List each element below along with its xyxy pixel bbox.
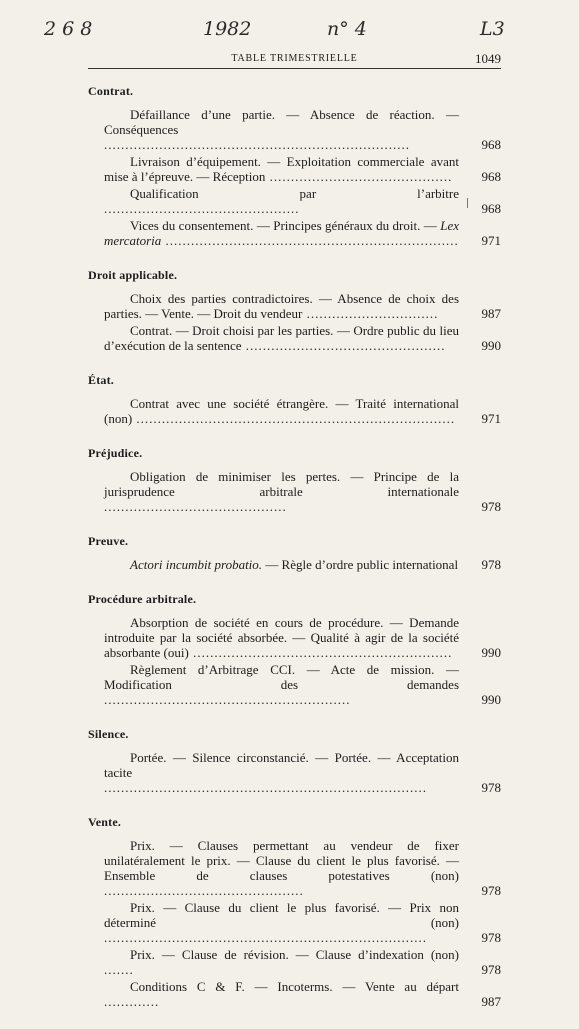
section-heading: Droit applicable.: [88, 268, 178, 282]
index-entry: [104, 979, 501, 1009]
entry-dots: ...............................: [302, 306, 439, 321]
index-entry: [104, 291, 501, 321]
entry-page-number: 990: [481, 338, 501, 353]
handwritten-note-code: L3: [480, 18, 505, 40]
entry-page-number: 968: [481, 169, 501, 184]
entry-dots: .............: [104, 994, 160, 1009]
entry-dots: ...........................................................................: [132, 411, 456, 426]
index-section: [88, 534, 501, 572]
index-entry: [104, 154, 501, 184]
entry-pre: Règlement d’Arbitrage CCI. — Acte de mission. — Modification des demandes: [104, 662, 459, 692]
entry-page-number: 990: [481, 645, 501, 660]
entry-dots: ........................................................................: [104, 137, 410, 152]
index-section: [88, 373, 501, 426]
index-entry: [104, 218, 501, 248]
entry-pre: Contrat. — Droit choisi par les parties. — Ordre public du lieu d’exécution de la sentence: [104, 323, 459, 353]
entry-pre: Prix. — Clauses permettant au vendeur de fixer unilatéralement le prix. — Clause du client le plus favorisé. — Ensemble de clauses potestatives (non): [104, 838, 459, 883]
entry-page-number: 978: [481, 780, 501, 795]
entry-pre: Conditions C & F. — Incoterms. — Vente au départ: [130, 979, 459, 994]
entry-post: — Règle d’ordre public international: [262, 557, 459, 572]
entry-page-number: 978: [481, 962, 501, 977]
entry-page-number: 968: [481, 201, 501, 216]
index-entry: [104, 838, 501, 898]
index-entry: [104, 469, 501, 514]
entry-pre: Qualification par l’arbitre: [130, 186, 459, 201]
entry-page-number: 971: [481, 233, 501, 248]
handwritten-note-number: n° 4: [327, 18, 367, 40]
index-entry: [104, 396, 501, 426]
entry-dots: .....................................................................: [161, 233, 459, 248]
section-heading: État.: [88, 373, 114, 387]
entry-page-number: 990: [481, 692, 501, 707]
entry-dots: ...............................................: [241, 338, 446, 353]
entry-dots: .............................................................: [188, 645, 453, 660]
entry-dots: ..........................................................: [104, 692, 351, 707]
section-heading: Preuve.: [88, 534, 129, 548]
section-heading: Procédure arbitrale.: [88, 592, 197, 606]
index-section: [88, 84, 501, 248]
entry-page-number: 978: [481, 930, 501, 945]
entry-dots: ...............................................: [104, 883, 304, 898]
index-section: [88, 815, 501, 1009]
entry-page-number: 971: [481, 411, 501, 426]
entry-page-number: 978: [481, 557, 501, 572]
entry-dots: .......: [104, 962, 134, 977]
entry-page-number: 987: [481, 994, 501, 1009]
index-content: [88, 84, 501, 1029]
index-entry: [104, 557, 501, 572]
entry-em: Actori incumbit probatio.: [130, 557, 263, 572]
entry-pre: Livraison d’équipement. — Exploitation commerciale avant mise à l’épreuve. — Réception: [104, 154, 459, 184]
entry-dots: ...........................................: [265, 169, 453, 184]
entry-dots: ............................................................................: [104, 780, 427, 795]
index-entry: [104, 662, 501, 707]
section-heading: Silence.: [88, 727, 129, 741]
section-heading: Préjudice.: [88, 446, 143, 460]
index-section: [88, 727, 501, 795]
index-entry: [104, 900, 501, 945]
index-entry: [104, 186, 501, 216]
entry-pre: Défaillance d’une partie. — Absence de réaction. — Conséquences: [104, 107, 459, 137]
page-number: 1049: [475, 51, 501, 66]
index-section: [88, 446, 501, 514]
entry-page-number: 968: [481, 137, 501, 152]
handwritten-note-year: 1982: [203, 18, 252, 40]
index-entry: [104, 107, 501, 152]
entry-pre: Absorption de société en cours de procédure. — Demande introduite par la société absorbée. — Qualité à agir de la société absorbante (oui): [104, 615, 459, 660]
entry-pre: Prix. — Clause du client le plus favorisé. — Prix non déterminé (non): [104, 900, 459, 930]
entry-pre: Contrat avec une société étrangère. — Traité international (non): [104, 396, 459, 426]
entry-page-number: 987: [481, 306, 501, 321]
entry-em: Lex mercatoria: [104, 218, 459, 248]
section-heading: Vente.: [88, 815, 122, 829]
entry-pre: Prix. — Clause de révision. — Clause d’indexation (non): [130, 947, 459, 962]
index-entry: [104, 947, 501, 977]
handwritten-note-1: 2 6 8: [44, 18, 93, 40]
index-section: [88, 592, 501, 707]
entry-pre: Obligation de minimiser les pertes. — Principe de la jurisprudence arbitrale internationale: [104, 469, 459, 499]
index-section: [88, 268, 501, 353]
running-title: TABLE TRIMESTRIELLE: [231, 53, 358, 64]
entry-pre: Choix des parties contradictoires. — Absence de choix des parties. — Vente. — Droit du vendeur: [104, 291, 459, 321]
entry-dots: ............................................................................: [104, 930, 427, 945]
running-head: [88, 52, 501, 69]
index-entry: [104, 750, 501, 795]
entry-dots: ..............................................: [104, 201, 300, 216]
entry-pre: Portée. — Silence circonstancié. — Portée. — Acceptation tacite: [104, 750, 459, 780]
entry-page-number: 978: [481, 499, 501, 514]
entry-dots: ...........................................: [104, 499, 287, 514]
entry-page-number: 978: [481, 883, 501, 898]
index-entry: [104, 615, 501, 660]
index-entry: [104, 323, 501, 353]
entry-pre: Vices du consentement. — Principes généraux du droit. —: [130, 218, 441, 233]
section-heading: Contrat.: [88, 84, 134, 98]
